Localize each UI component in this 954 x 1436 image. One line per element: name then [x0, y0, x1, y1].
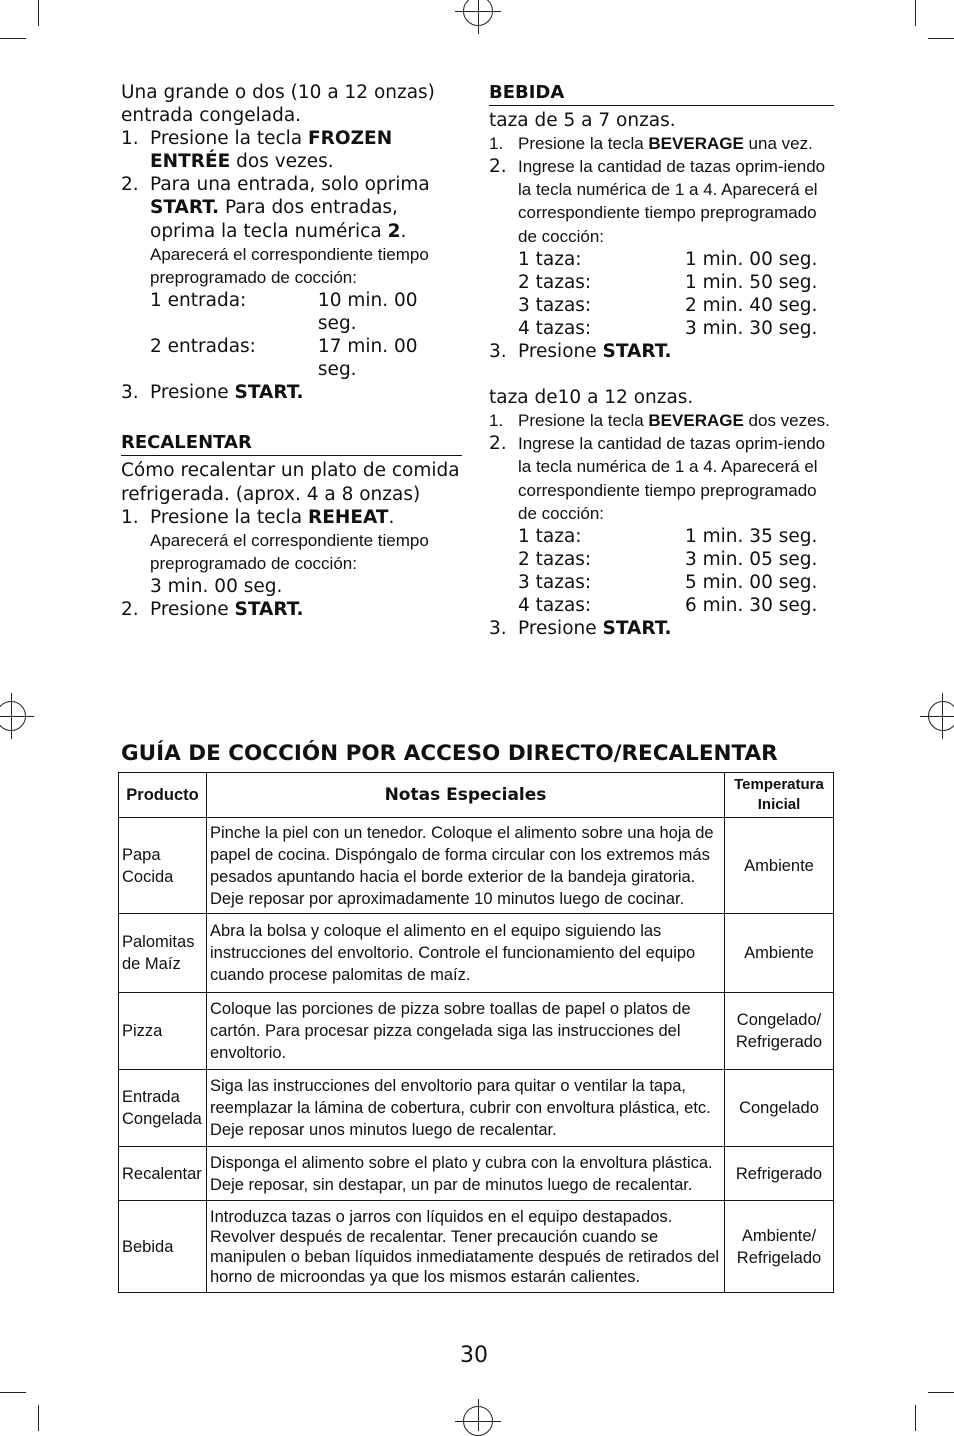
left-column — [121, 81, 462, 621]
header-temp: Temperatura Inicial — [725, 773, 834, 818]
table-row: Entrada Congelada Siga las instrucciones del envoltorio para quitar o ventilar la tapa, reemplazar la lámina de cobertura, cubrir con envoltura plástica, etc. Deje reposar unos minutos luego de recalentar. Congelado — [119, 1070, 834, 1147]
table-row: Recalentar Disponga el alimento sobre el plato y cubra con la envoltura plástica. Deje reposar, sin destapar, un par de minutos luego de recalentar. Refrigerado — [119, 1147, 834, 1201]
frozen-step-3: 3. Presione START. — [121, 382, 304, 404]
reheat-intro: Cómo recalentar un plato de comida refrigerada. (aprox. 4 a 8 onzas) — [121, 460, 460, 505]
registration-line — [942, 693, 943, 739]
beverage-heading: BEBIDA — [489, 81, 834, 106]
beverage-large-intro: taza de10 a 12 onzas. — [489, 387, 694, 409]
reheat-steps — [121, 506, 462, 621]
page-number: 30 — [460, 1343, 488, 1368]
beverage-large-step-1: 1. Presione la tecla BEVERAGE dos vezes. — [489, 411, 830, 431]
registration-line — [0, 716, 34, 717]
registration-line — [920, 716, 954, 717]
beverage-small-intro: taza de 5 a 7 onzas. — [489, 110, 676, 132]
reheat-step-2: 2. Presione START. — [121, 598, 304, 620]
preprogram-note: Aparecerá el correspondiente tiempo preprogramado de cocción: — [150, 530, 429, 573]
table-row: Pizza Coloque las porciones de pizza sobre toallas de papel o platos de cartón. Para procesar pizza congelada siga las instrucciones del envoltorio. Congelado/ Refrigerado — [119, 993, 834, 1070]
time-row: 2 entradas: 17 min. 00 seg. — [150, 336, 418, 381]
table-row: Papa Cocida Pinche la piel con un tenedor. Coloque el alimento sobre una hoja de papel de cocina. Dispóngalo de forma circular con los extremos más pesados apuntando hacia el borde exterior de la bandeja giratoria. Deje reposar por aproximadamente 10 minutos luego de cocinar. Ambiente — [119, 818, 834, 914]
right-column — [489, 81, 834, 640]
time-row: 4 tazas: 3 min. 30 seg. — [518, 317, 818, 339]
registration-line — [455, 11, 501, 12]
registration-line — [11, 693, 12, 739]
frozen-step-2: 2. Para una entrada, solo oprima START. Para dos entradas, oprima la tecla numérica 2. Aparecerá el correspondiente tiempo preprogramado de cocción: 1 entrada: 10 min. 00 seg. 2 entradas: 17 min. 00 seg. — [121, 173, 462, 381]
time-row: 2 tazas: 1 min. 50 seg. — [518, 271, 818, 293]
crop-mark — [915, 0, 916, 26]
crop-mark — [928, 1392, 954, 1393]
reheat-step-1: 1. Presione la tecla REHEAT. Aparecerá el correspondiente tiempo preprogramado de cocción: 3 min. 00 seg. — [121, 506, 462, 598]
table-header-row — [119, 773, 834, 818]
registration-line — [478, 1399, 479, 1431]
table-row: Palomitas de Maíz Abra la bolsa y coloque el alimento en el equipo siguiendo las instrucciones del envoltorio. Controle el funcionamiento del equipo cuando procese palomitas de maíz. Ambiente — [119, 914, 834, 993]
frozen-step-1: 1. Presione la tecla FROZEN ENTRÉE dos vezes. — [121, 128, 393, 173]
beverage-small-steps — [489, 132, 834, 363]
beverage-small-step-2: 2. Ingrese la cantidad de tazas oprim-iendo la tecla numérica de 1 a 4. Aparecerá el correspondiente tiempo preprogramado de cocción: 1 taza: 1 min. 00 seg. 2 tazas: 1 min. 50 seg. 3 tazas: 2 min. 40 seg. 4 tazas: 3 min. 30 seg. — [489, 155, 834, 340]
time-row: 1 taza: 1 min. 00 seg. — [518, 248, 818, 270]
registration-line — [478, 0, 479, 34]
frozen-steps — [121, 127, 462, 404]
table-row: Bebida Introduzca tazas o jarros con líquidos en el equipo destapados. Revolver después de recalentar. Tener precaución cuando se manipulen o beban líquidos inmediatamente después de retirados del horno de microondas ya que los mismos estarán calientes. Ambiente/ Refrigelado — [119, 1201, 834, 1293]
crop-mark — [915, 1405, 916, 1431]
time-row: 1 entrada: 10 min. 00 seg. — [150, 289, 418, 334]
beverage-large-step-3: 3. Presione START. — [489, 618, 672, 640]
reheat-time: 3 min. 00 seg. — [150, 575, 283, 597]
preprogram-note: Aparecerá el correspondiente tiempo preprogramado de cocción: — [150, 244, 429, 287]
registration-line — [455, 1421, 501, 1422]
beverage-small-step-1: 1. Presione la tecla BEVERAGE una vez. — [489, 134, 813, 154]
beverage-large-step-2: 2. Ingrese la cantidad de tazas oprim-iendo la tecla numérica de 1 a 4. Aparecerá el correspondiente tiempo preprogramado de cocción: 1 taza: 1 min. 35 seg. 2 tazas: 3 min. 05 seg. 3 tazas: 5 min. 00 seg. 4 tazas: 6 min. 30 seg. — [489, 432, 834, 617]
crop-mark — [0, 38, 26, 39]
crop-mark — [0, 1392, 26, 1393]
reheat-heading: RECALENTAR — [121, 431, 462, 456]
time-row: 4 tazas: 6 min. 30 seg. — [518, 594, 818, 616]
time-row: 2 tazas: 3 min. 05 seg. — [518, 548, 818, 570]
crop-mark — [38, 1405, 39, 1431]
frozen-intro: Una grande o dos (10 a 12 onzas) entrada congelada. — [121, 82, 435, 127]
header-notes: Notas Especiales — [207, 773, 725, 818]
cooking-guide-table — [118, 772, 834, 1293]
time-row: 3 tazas: 2 min. 40 seg. — [518, 294, 818, 316]
crop-mark — [38, 0, 39, 26]
beverage-small-step-3: 3. Presione START. — [489, 341, 672, 363]
crop-mark — [928, 38, 954, 39]
header-product: Producto — [119, 773, 207, 818]
time-row: 3 tazas: 5 min. 00 seg. — [518, 571, 818, 593]
beverage-large-steps — [489, 409, 834, 640]
guide-title: GUÍA DE COCCIÓN POR ACCESO DIRECTO/RECALENTAR — [121, 741, 778, 766]
time-row: 1 taza: 1 min. 35 seg. — [518, 525, 818, 547]
